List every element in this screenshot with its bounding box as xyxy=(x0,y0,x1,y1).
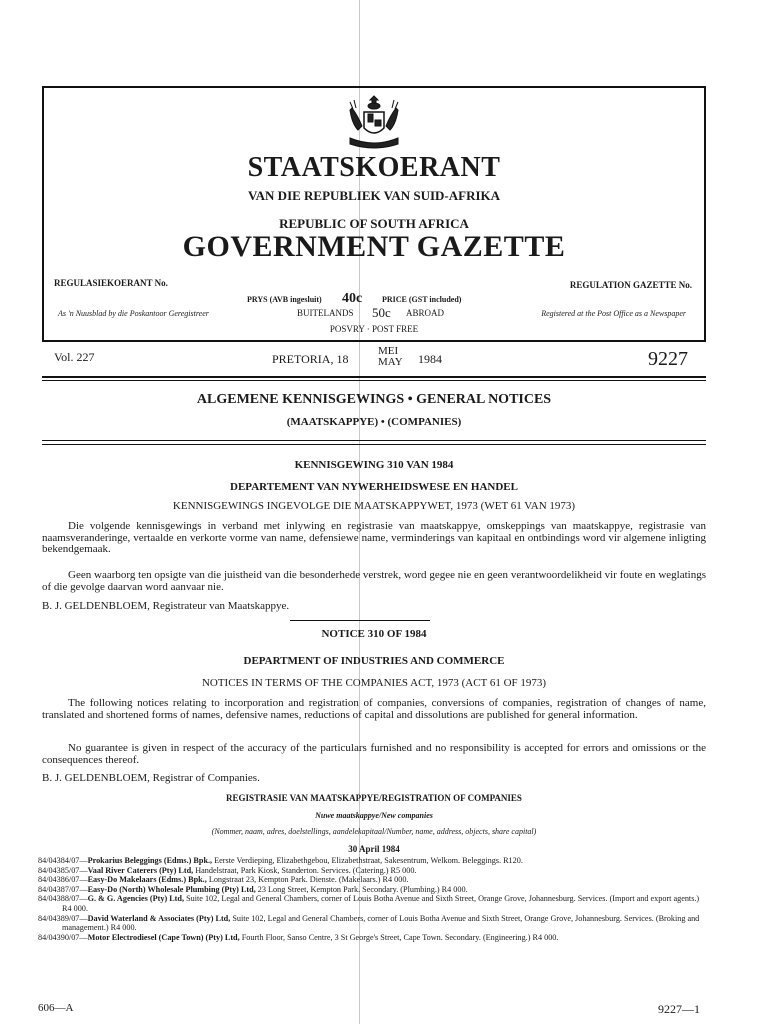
divider xyxy=(42,380,706,381)
registration-date: 30 April 1984 xyxy=(348,844,400,854)
abroad-price: 50c xyxy=(372,305,391,320)
month-en: MAY xyxy=(378,356,403,368)
price-label-af: PRYS (AVB ingesluit) xyxy=(247,295,322,304)
issue-place-date: PRETORIA, 18 xyxy=(272,352,349,366)
price-label-en: PRICE (GST included) xyxy=(382,295,462,304)
volume: Vol. 227 xyxy=(54,350,95,364)
masthead xyxy=(42,86,706,342)
subtitle-english: REPUBLIC OF SOUTH AFRICA xyxy=(279,216,469,231)
company-entries xyxy=(38,856,706,942)
act-heading-en: NOTICES IN TERMS OF THE COMPANIES ACT, 1973 (ACT 61 OF 1973) xyxy=(201,677,547,689)
regulation-gazette-af: REGULASIEKOERANT No. xyxy=(54,278,168,288)
month-af: MEI xyxy=(378,345,399,357)
coat-of-arms-icon xyxy=(340,94,408,154)
subtitle-afrikaans: VAN DIE REPUBLIEK VAN SUID-AFRIKA xyxy=(247,188,501,203)
notice-paragraph-en-1: The following notices relating to incorporation and registration of companies, conversions of companies, registration of changes of name, translated and shortened forms of names, defensive names, reductions of capital and dissolutions are published for general information. xyxy=(42,697,706,721)
notice-paragraph-en-2: No guarantee is given in respect of the accuracy of the particulars furnished and no responsibility is accepted for errors and omissions or the consequences thereof. xyxy=(42,742,706,766)
title-afrikaans: STAATSKOERANT xyxy=(247,152,501,183)
department-af: DEPARTEMENT VAN NYWERHEIDSWESE EN HANDEL xyxy=(230,481,518,493)
company-entry: 84/04390/07—Motor Electrodiesel (Cape Town) (Pty) Ltd, Fourth Floor, Sanso Centre, 3 St George's Street, Cape Town. Secondary. (Engineering.) R4 000. xyxy=(38,932,559,942)
department-en: DEPARTMENT OF INDUSTRIES AND COMMERCE xyxy=(243,655,505,667)
new-companies-heading: Nuwe maatskappye/New companies xyxy=(315,811,433,820)
issue-number: 9227 xyxy=(648,348,688,370)
abroad-label-en: ABROAD xyxy=(406,308,445,318)
registration-row xyxy=(44,307,704,323)
company-entry: 84/04387/07—Easy-Do (North) Wholesale Plumbing (Pty) Ltd, 23 Long Street, Kempton Park. Secondary. (Plumbing.) R4 000. xyxy=(38,884,468,894)
section-subheading: (MAATSKAPPYE) • (COMPANIES) xyxy=(286,416,462,428)
post-free: POSVRY · POST FREE xyxy=(329,324,419,334)
registration-heading: REGISTRASIE VAN MAATSKAPPYE/REGISTRATION OF COMPANIES xyxy=(226,793,522,803)
issue-year: 1984 xyxy=(418,352,442,366)
divider xyxy=(42,444,706,445)
divider xyxy=(290,620,430,621)
newspaper-note-en: Registered at the Post Office as a Newspaper xyxy=(541,309,686,318)
issue-month xyxy=(378,346,403,368)
section-heading: ALGEMENE KENNISGEWINGS • GENERAL NOTICES xyxy=(196,392,552,407)
notice-title-af: KENNISGEWING 310 VAN 1984 xyxy=(294,459,454,471)
company-entry: 84/04384/07—Prokarius Beleggings (Edms.) Bpk., Eerste Verdieping, Elizabethgebou, Elizabethstraat, Sakesentrum, Welkom. Beleggings. R120. xyxy=(38,856,523,865)
notice-paragraph-af-2: Geen waarborg ten opsigte van die juistheid van die besonderhede verstrek, word gegee nie en geen verantwoordelikheid vir foute en weglatings of die gevolge daarvan word aanvaar nie. xyxy=(42,569,706,593)
title-english: GOVERNMENT GAZETTE xyxy=(182,230,566,263)
signer-af: B. J. GELDENBLOEM, Registrateur van Maatskappye. xyxy=(42,600,290,612)
newspaper-note-af: As 'n Nuusblad by die Poskantoor Geregistreer xyxy=(58,309,209,318)
act-heading-af: KENNISGEWINGS INGEVOLGE DIE MAATSKAPPYWET, 1973 (WET 61 VAN 1973) xyxy=(172,500,576,512)
company-entry: 84/04385/07—Vaal River Caterers (Pty) Ltd, Handelstraat, Park Kiosk, Standerton. Services. (Catering.) R5 000. xyxy=(38,865,417,875)
divider xyxy=(42,440,706,441)
page-code: 606—A xyxy=(38,1002,74,1014)
price-value: 40c xyxy=(342,291,363,306)
signer-en: B. J. GELDENBLOEM, Registrar of Companies. xyxy=(42,772,260,784)
company-entry: 84/04389/07—David Waterland & Associates (Pty) Ltd, Suite 102, Legal and General Chambers, corner of Louis Botha Avenue and Sixth Street, Orange Grove, Johannesburg. Services. (Broking and management.) R4 000. xyxy=(38,913,700,933)
company-entry: 84/04388/07—G. & G. Agencies (Pty) Ltd, Suite 102, Legal and General Chambers, corner of Louis Botha Avenue and Sixth Street, Orange Grove, Johannesburg. Services. (Import and export agents.) R4 000. xyxy=(38,894,700,913)
abroad-label-af: BUITELANDS xyxy=(297,308,354,318)
columns-caption: (Nommer, naam, adres, doelstellings, aandelekapitaal/Number, name, address, objects, share capital) xyxy=(211,827,537,836)
regulation-gazette-en: REGULATION GAZETTE No. xyxy=(569,280,692,290)
notice-paragraph-af-1: Die volgende kennisgewings in verband met inlywing en registrasie van maatskappye, omskeppings van maatskappye, registrasie van naamsveranderinge, vertaalde en verkorte vorme van name, defensiewe name, verminderings van kapitaal en ontbindings word vir algemene inligting bekendgemaak. xyxy=(42,520,706,555)
page-number: 9227—1 xyxy=(658,1002,700,1016)
notice-title-en: NOTICE 310 OF 1984 xyxy=(321,628,427,640)
divider xyxy=(42,376,706,378)
company-entry: 84/04386/07—Easy-Do Makelaars (Edms.) Bpk., Longstraat 23, Kempton Park. Dienste. (Makelaars.) R4 000. xyxy=(38,875,409,885)
